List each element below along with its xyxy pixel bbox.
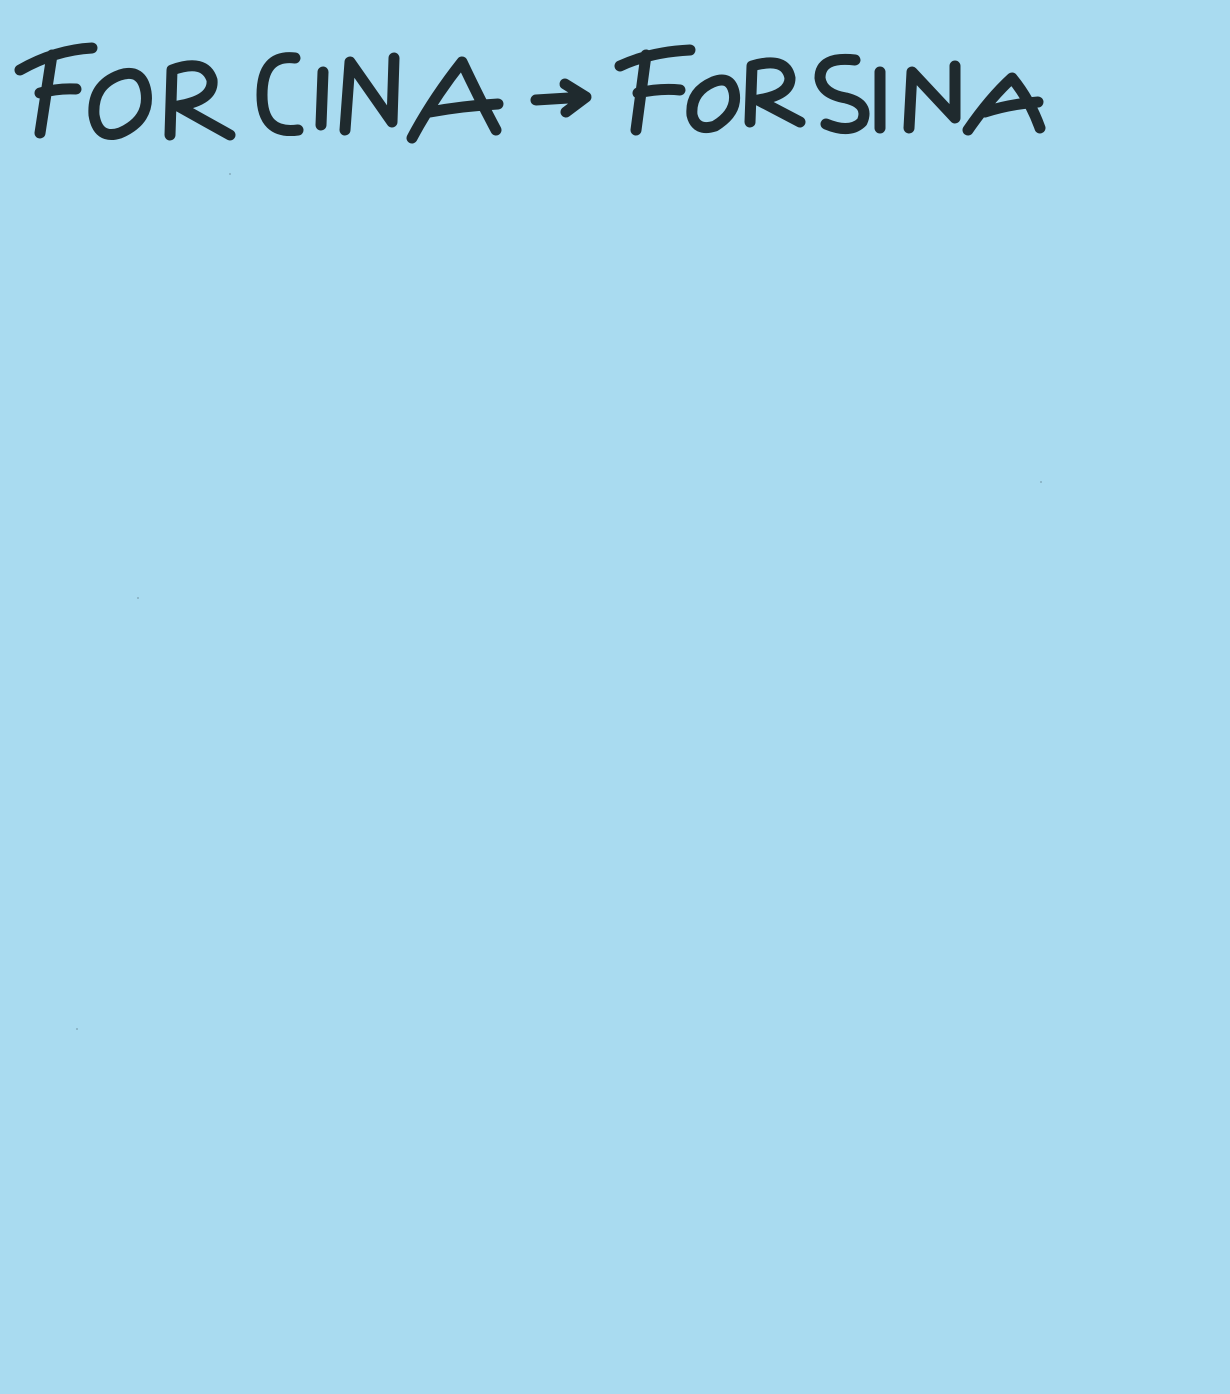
- paper-speck: [137, 597, 139, 599]
- paper-speck: [229, 173, 231, 175]
- paper-speck: [76, 1028, 78, 1030]
- letter-n-2: [909, 66, 955, 128]
- letter-a-2: [968, 78, 1040, 130]
- letter-f-1: [20, 48, 92, 133]
- letter-o-1: [94, 73, 147, 134]
- letter-i-1: [321, 72, 323, 125]
- letter-a-1: [412, 62, 498, 138]
- letter-r-1: [170, 66, 230, 135]
- handwriting-drawing: [0, 0, 1230, 200]
- letter-n-1: [345, 58, 394, 130]
- arrow-stroke: [536, 84, 586, 112]
- letter-r-2: [750, 63, 800, 122]
- letter-o-2: [692, 80, 735, 128]
- letter-c-1: [262, 58, 298, 131]
- paper-speck: [1040, 481, 1042, 483]
- letter-s-1: [820, 59, 864, 128]
- letter-f-2: [620, 50, 690, 130]
